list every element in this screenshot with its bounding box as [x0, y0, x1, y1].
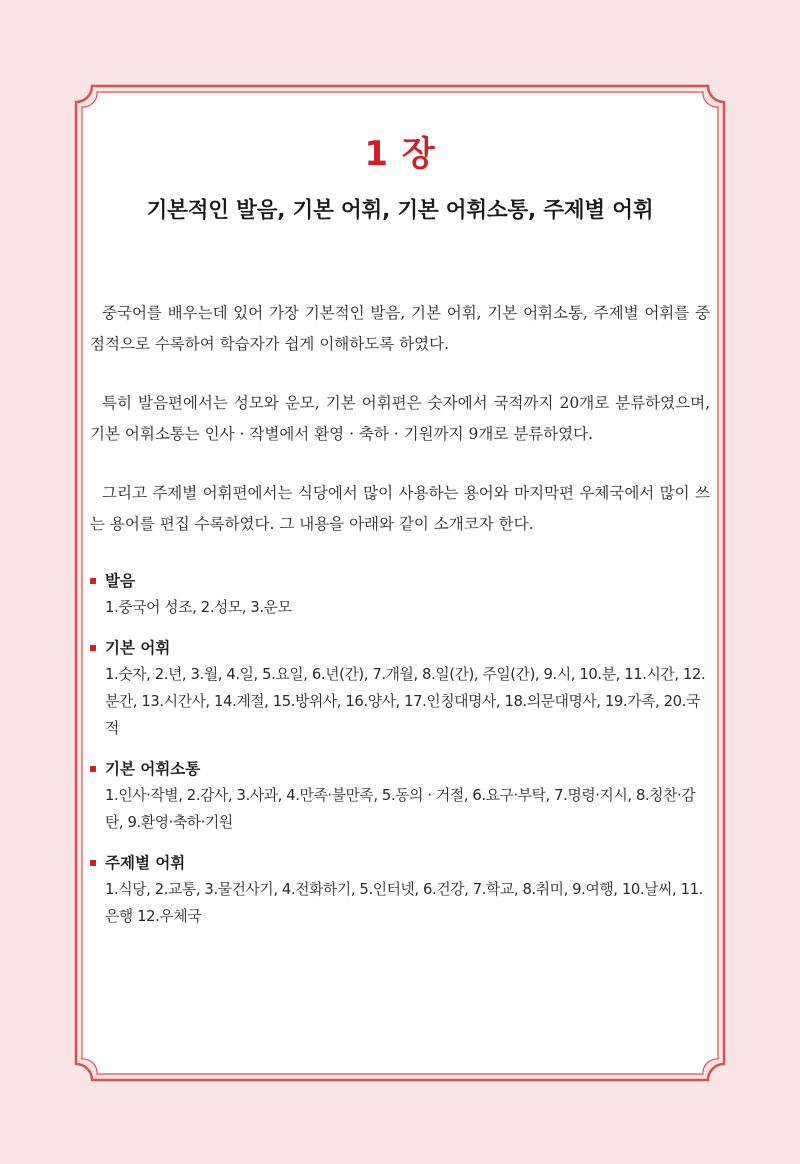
section-items: 1.숫자, 2.년, 3.월, 4.일, 5.요일, 6.년(간), 7.개월, 8.일(간), 주일(간), 9.시, 10.분, 11.시간, 12.분간, 13.시간사, 14.계절, 15.방위사, 16.양사, 17.인칭대명사, 18.의문대명사, 19.가족, 20.국적: [105, 666, 706, 737]
section-title: 주제별 어휘: [105, 854, 186, 872]
chapter-subtitle: 기본적인 발음, 기본 어휘, 기본 어휘소통, 주제별 어휘: [146, 198, 654, 223]
section-basic-communication: [90, 756, 710, 836]
chapter-title: 1 장: [364, 134, 436, 174]
section-list: [90, 568, 710, 930]
intro-paragraph: 특히 발음편에서는 성모와 운모, 기본 어휘편은 숫자에서 국적까지 20개로 분류하였으며, 기본 어휘소통는 인사 · 작별에서 환영 · 축하 · 기원까지 9개로 분류하였다.: [90, 394, 710, 443]
section-title: 발음: [105, 572, 135, 590]
section-items: 1.인사·작별, 2.감사, 3.사과, 4.만족·불만족, 5.동의 · 거절, 6.요구·부탁, 7.명령·지시, 8.칭찬·감탄, 9.환영·축하·기원: [105, 787, 696, 831]
intro-body: [90, 298, 710, 540]
section-basic-vocabulary: [90, 635, 710, 742]
square-bullet-icon: [90, 578, 96, 584]
intro-paragraph: 중국어를 배우는데 있어 가장 기본적인 발음, 기본 어휘, 기본 어휘소통, 주제별 어휘를 중점적으로 수록하여 학습자가 쉽게 이해하도록 하였다.: [90, 304, 710, 353]
intro-paragraph: 그리고 주제별 어휘편에서는 식당에서 많이 사용하는 용어와 마지막편 우체국에서 많이 쓰는 용어를 편집 수록하였다. 그 내용을 아래와 같이 소개코자 한다.: [90, 484, 710, 533]
section-topic-vocabulary: [90, 850, 710, 930]
square-bullet-icon: [90, 860, 96, 866]
page-content: [90, 126, 710, 944]
section-items: 1.식당, 2.교통, 3.물건사기, 4.전화하기, 5.인터넷, 6.건강, 7.학교, 8.취미, 9.여행, 10.날씨, 11.은행 12.우체국: [105, 881, 703, 925]
section-pronunciation: [90, 568, 710, 621]
section-title: 기본 어휘소통: [105, 760, 201, 778]
section-items: 1.중국어 성조, 2.성모, 3.운모: [105, 599, 292, 616]
square-bullet-icon: [90, 766, 96, 772]
section-title: 기본 어휘: [105, 639, 171, 657]
square-bullet-icon: [90, 645, 96, 651]
